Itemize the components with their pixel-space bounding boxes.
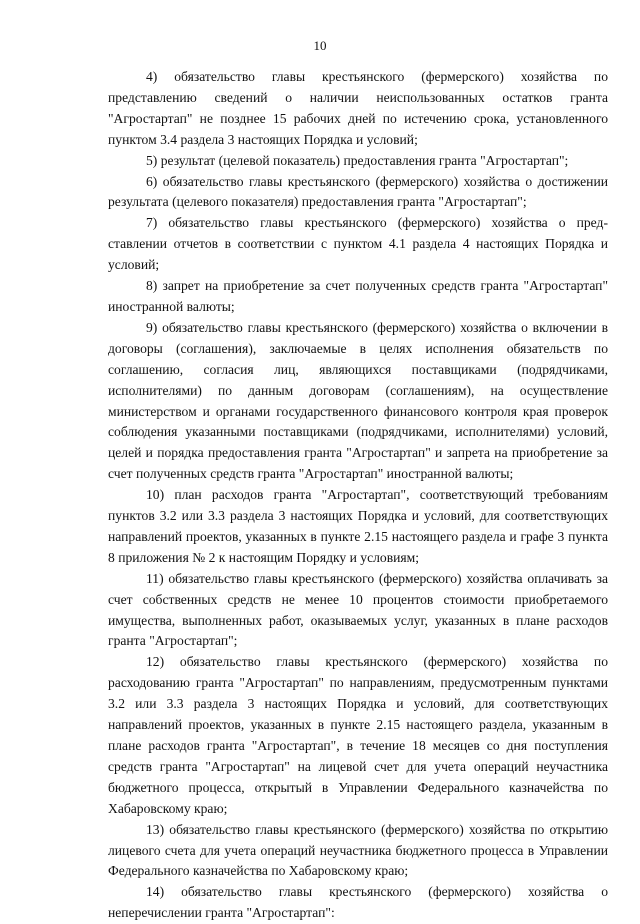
paragraph-item-14: 14) обязательство главы крестьянского (фермерского) хозяйства о неперечислении гранта "Агростартап": [108,884,608,921]
paragraph-item-5: 5) результат (целевой показатель) предоставления гранта "Агростартап"; [146,152,569,168]
paragraph-item-8: 8) запрет на приобретение за счет полученных средств гранта "Агростартап" иностранной валюты; [108,278,608,314]
paragraph-item-6: 6) обязательство главы крестьянского (фермерского) хозяйства о достижении результата (целевого показателя) предоставления гранта "Агростартап"; [108,173,608,210]
page-number: 10 [313,38,327,53]
paragraph-item-7: 7) обязательство главы крестьянского (фермерского) хозяйства о представлении отчетов в соответствии с пунктом 4.1 раздела 4 настоящих Порядка и условий; [108,215,608,273]
paragraph-item-4: 4) обязательство главы крестьянского (фермерского) хозяйства по представлению сведений о наличии неиспользованных остатков гранта "Агростартап" не позднее 15 рабочих дней по истечению срока, установленного пунктом 3.4 раздела 3 настоящих Порядка и условий; [108,69,608,147]
paragraph-item-9: 9) обязательство главы крестьянского (фермерского) хозяйства о включении в договоры (соглашения), заключаемые в целях исполнения обязательств по соглашению, согласия лиц, являющихся поставщиками (подрядчиками, исполнителями) по данным договорам (соглашениям), на осуществление министерством и органами государственного финансового контроля края проверок соблюдения указанными поставщиками (подрядчиками, исполнителями) условий, целей и порядка предоставления гранта "Агростартап" и запрета на приобретение за счет полученных средств гранта "Агростартап" иностранной валюты; [108,319,608,482]
paragraph-item-13: 13) обязательство главы крестьянского (фермерского) хозяйства по открытию лицевого счета для учета операций неучастника бюджетного процесса в Управлении Федерального казначейства по Хабаровскому краю; [108,821,608,879]
paragraph-item-11: 11) обязательство главы крестьянского (фермерского) хозяйства оплачивать за счет собственных средств не менее 10 процентов стоимости приобретаемого имущества, выполненных работ, оказываемых услуг, указанных в плане расходов гранта "Агростартап"; [108,570,608,649]
document-body [108,67,608,924]
paragraph-item-10: 10) план расходов гранта "Агростартап", соответствующий требованиям пунктов 3.2 или 3.3 раздела 3 настоящих Порядка и условий, для соответствующих направлений проектов, указанных в пункте 2.15 настоящего раздела и графе 3 пункта 8 приложения № 2 к настоящим Порядку и условиям; [108,487,608,565]
paragraph-item-12: 12) обязательство главы крестьянского (фермерского) хозяйства по расходованию гранта "Агростартап" по направлениям, предусмотренным пунктами 3.2 или 3.3 раздела 3 настоящих Порядка и условий, для соответствующих направлений проектов, указанных в пункте 2.15 настоящего раздела, указанным в плане расходов гранта "Агростартап", в течение 18 месяцев со дня поступления средств гранта "Агростартап" на лицевой счет для учета операций неучастника бюджетного процесса, открытый в Управлении Федерального казначейства по Хабаровскому краю; [108,654,608,816]
